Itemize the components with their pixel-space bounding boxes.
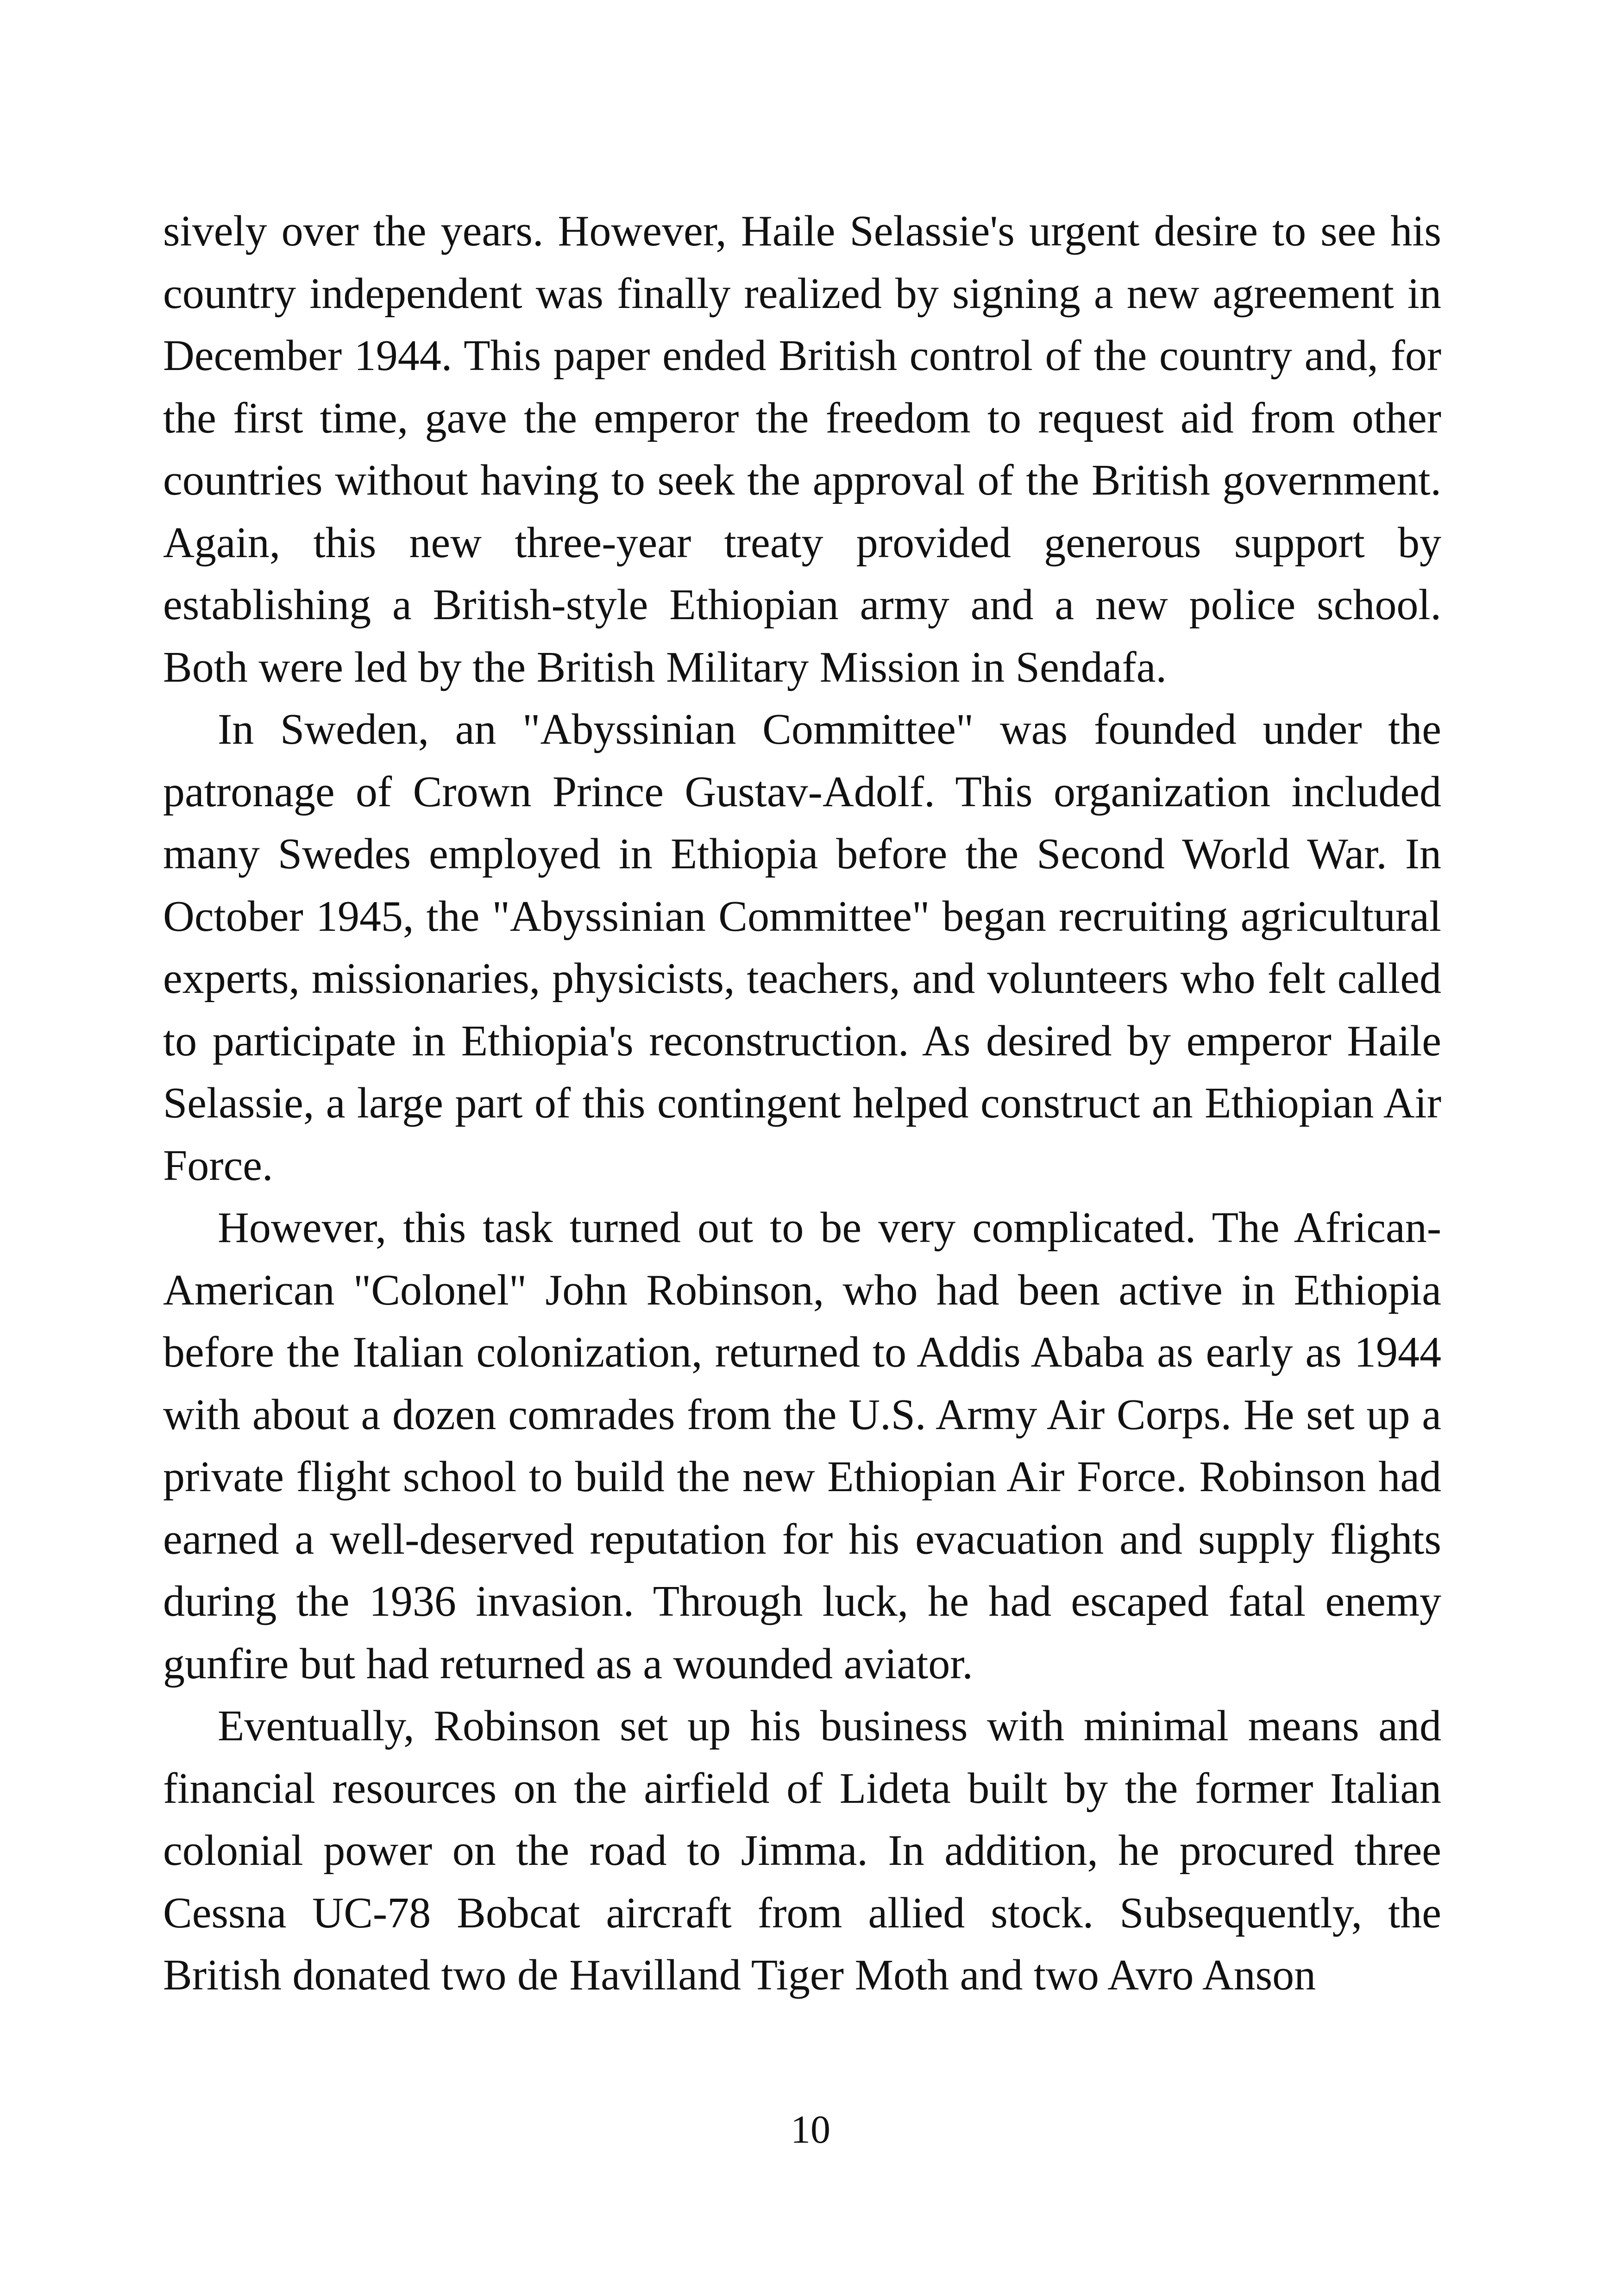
paragraph-1: sively over the years. However, Haile Selassie's urgent desire to see his country independent was finally realized by signing a new agreement in December 1944. This paper ended British control of the country and, for the first time, gave the emperor the freedom to request aid from other countries without having to seek the approval of the British government. Again, this new three-year treaty provided generous support by establishing a British-style Ethiopian army and a new police school. Both were led by the British Military Mission in Sendafa.	[163, 207, 1441, 691]
paragraph-2: In Sweden, an "Abyssinian Committee" was founded under the patronage of Crown Prince Gustav-Adolf. This organization included many Swedes employed in Ethiopia before the Second World War. In October 1945, the "Abyssinian Committee" began recruiting agricultural experts, missionaries, physicists, teachers, and volunteers who felt called to participate in Ethiopia's reconstruction. As desired by emperor Haile Selassie, a large part of this contingent helped construct an Ethiopian Air Force.	[163, 705, 1441, 1190]
body-text	[163, 200, 1441, 2007]
page-number: 10	[791, 2107, 830, 2152]
paragraph-4: Eventually, Robinson set up his business with minimal means and financial resources on the airfield of Lideta built by the former Italian colonial power on the road to Jimma. In addition, he procured three Cessna UC-78 Bobcat aircraft from allied stock. Subsequently, the British donated two de Havilland Tiger Moth and two Avro Anson	[163, 1702, 1441, 1999]
paragraph-3: However, this task turned out to be very complicated. The African-American "Colonel" John Robinson, who had been active in Ethiopia before the Italian colonization, returned to Addis Ababa as early as 1944 with about a dozen comrades from the U.S. Army Air Corps. He set up a private flight school to build the new Ethiopian Air Force. Robinson had earned a well-deserved reputation for his evacuation and supply flights during the 1936 invasion. Through luck, he had escaped fatal enemy gunfire but had returned as a wounded aviator.	[163, 1204, 1441, 1688]
